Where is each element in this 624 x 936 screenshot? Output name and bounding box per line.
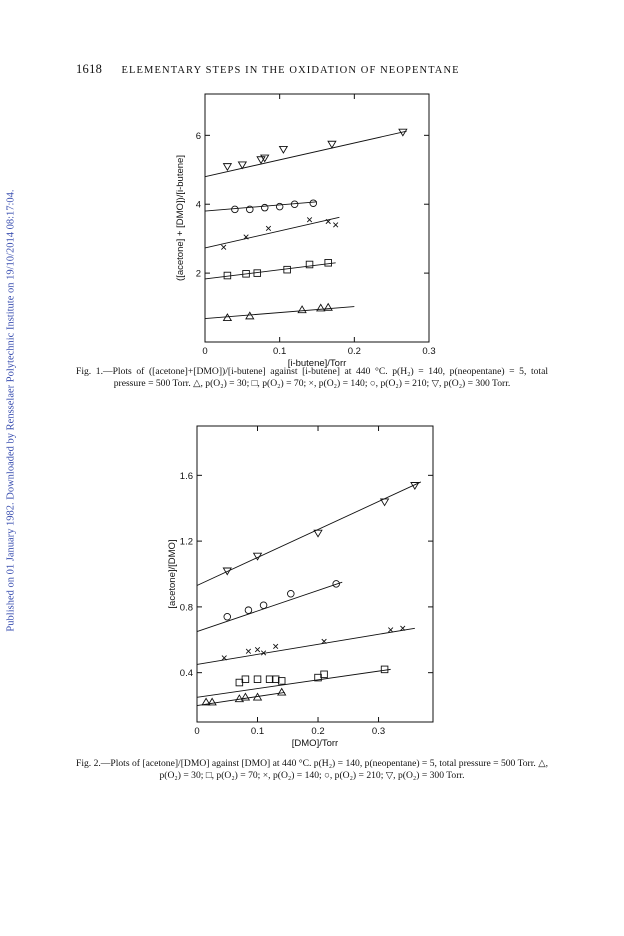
y-tick-label: 4 <box>195 199 201 211</box>
series-5-triangle-down <box>197 482 421 586</box>
y-tick-label: 0.4 <box>179 668 193 680</box>
series-1-triangle-up <box>205 304 354 321</box>
x-tick-label: 0.3 <box>371 726 386 737</box>
data-point-circle <box>224 613 231 620</box>
page-number: 1618 <box>76 62 103 76</box>
fit-line <box>205 307 354 319</box>
data-point-cross <box>255 647 260 652</box>
data-point-circle <box>310 200 317 207</box>
running-header <box>76 62 460 77</box>
x-axis-label: [i-butene]/Torr <box>287 358 347 369</box>
figure-2-chart <box>0 420 624 760</box>
data-point-cross <box>307 217 312 222</box>
plot-frame <box>205 94 429 342</box>
data-point-circle <box>245 607 252 614</box>
data-point-cross <box>266 226 271 231</box>
y-tick-label: 2 <box>195 268 201 280</box>
data-point-triangle-up <box>317 304 325 311</box>
data-point-triangle-down <box>224 164 232 171</box>
download-watermark-text: Published on 01 January 1982. Downloaded by Rensselaer Polytechnic Institute on 19/10/2014 08:17:04. <box>5 188 17 632</box>
data-point-circle <box>276 203 283 210</box>
x-tick-label: 0.2 <box>311 726 325 737</box>
data-point-square <box>284 266 291 273</box>
data-point-cross <box>273 644 278 649</box>
data-point-square <box>254 676 261 683</box>
data-point-square <box>325 259 332 266</box>
series-2-square <box>205 259 336 278</box>
figure-2-caption: Fig. 2.—Plots of [acetone]/[DMO] against [DMO] at 440 °C. p(H₂) = 140, p(neopentane) = 5, total pressure = 500 Torr. △, p(O₂) = 30; □, p(O₂) = 70; ×, p(O₂) = 140; ○, p(O₂) = 210; ▽, p(O₂) = 300 Torr. <box>76 758 548 781</box>
series-4-circle <box>205 200 317 213</box>
fit-line <box>197 628 415 664</box>
fit-line <box>205 131 407 176</box>
data-point-circle <box>287 590 294 597</box>
data-point-square <box>381 666 388 673</box>
x-tick-label: 0 <box>194 726 200 737</box>
running-title: ELEMENTARY STEPS IN THE OXIDATION OF NEOPENTANE <box>121 65 460 76</box>
data-point-triangle-down <box>328 141 336 148</box>
fit-line <box>197 692 285 705</box>
data-point-triangle-down <box>280 146 288 153</box>
fit-line <box>205 217 339 248</box>
y-tick-label: 1.6 <box>179 470 193 482</box>
fit-line <box>205 202 317 211</box>
fit-line <box>205 263 336 279</box>
data-point-circle <box>232 206 239 213</box>
y-axis-label: ([acetone] + [DMO])/[i-butene] <box>175 155 186 281</box>
series-3-cross <box>197 626 415 664</box>
series-2-square <box>197 666 391 697</box>
x-tick-label: 0 <box>202 346 208 357</box>
series-4-circle <box>197 581 342 632</box>
data-point-cross <box>221 245 226 250</box>
data-point-cross <box>333 223 338 228</box>
data-point-triangle-up <box>278 689 286 696</box>
figure-1-chart <box>0 86 624 369</box>
data-point-triangle-up <box>298 306 306 313</box>
data-point-cross <box>388 628 393 633</box>
y-tick-label: 1.2 <box>179 536 193 548</box>
fit-line <box>197 582 342 631</box>
data-point-circle <box>260 602 267 609</box>
fit-line <box>197 669 391 697</box>
fit-line <box>197 482 421 586</box>
y-tick-label: 6 <box>195 130 201 142</box>
y-tick-label: 0.8 <box>179 602 193 614</box>
data-point-triangle-down <box>261 155 269 162</box>
x-tick-label: 0.2 <box>347 346 361 357</box>
series-3-cross <box>205 217 339 249</box>
data-point-square <box>306 261 313 268</box>
x-tick-label: 0.3 <box>422 346 436 357</box>
data-point-circle <box>261 204 268 211</box>
x-tick-label: 0.1 <box>273 346 287 357</box>
y-axis-label: [acetone]/[DMO] <box>167 539 178 609</box>
series-5-triangle-down <box>205 129 407 176</box>
x-axis-label: [DMO]/Torr <box>291 738 339 749</box>
x-tick-label: 0.1 <box>250 726 265 737</box>
data-point-cross <box>246 649 251 654</box>
figure-1-caption: Fig. 1.—Plots of ([acetone]+[DMO])/[i-butene] against [i-butene] at 440 °C. p(H₂) = 140, p(neopentane) = 5, total pressure = 500 Torr. △, p(O₂) = 30; □, p(O₂) = 70; ×, p(O₂) = 140; ○, p(O₂) = 210; ▽, p(O₂) = 300 Torr. <box>76 366 548 389</box>
